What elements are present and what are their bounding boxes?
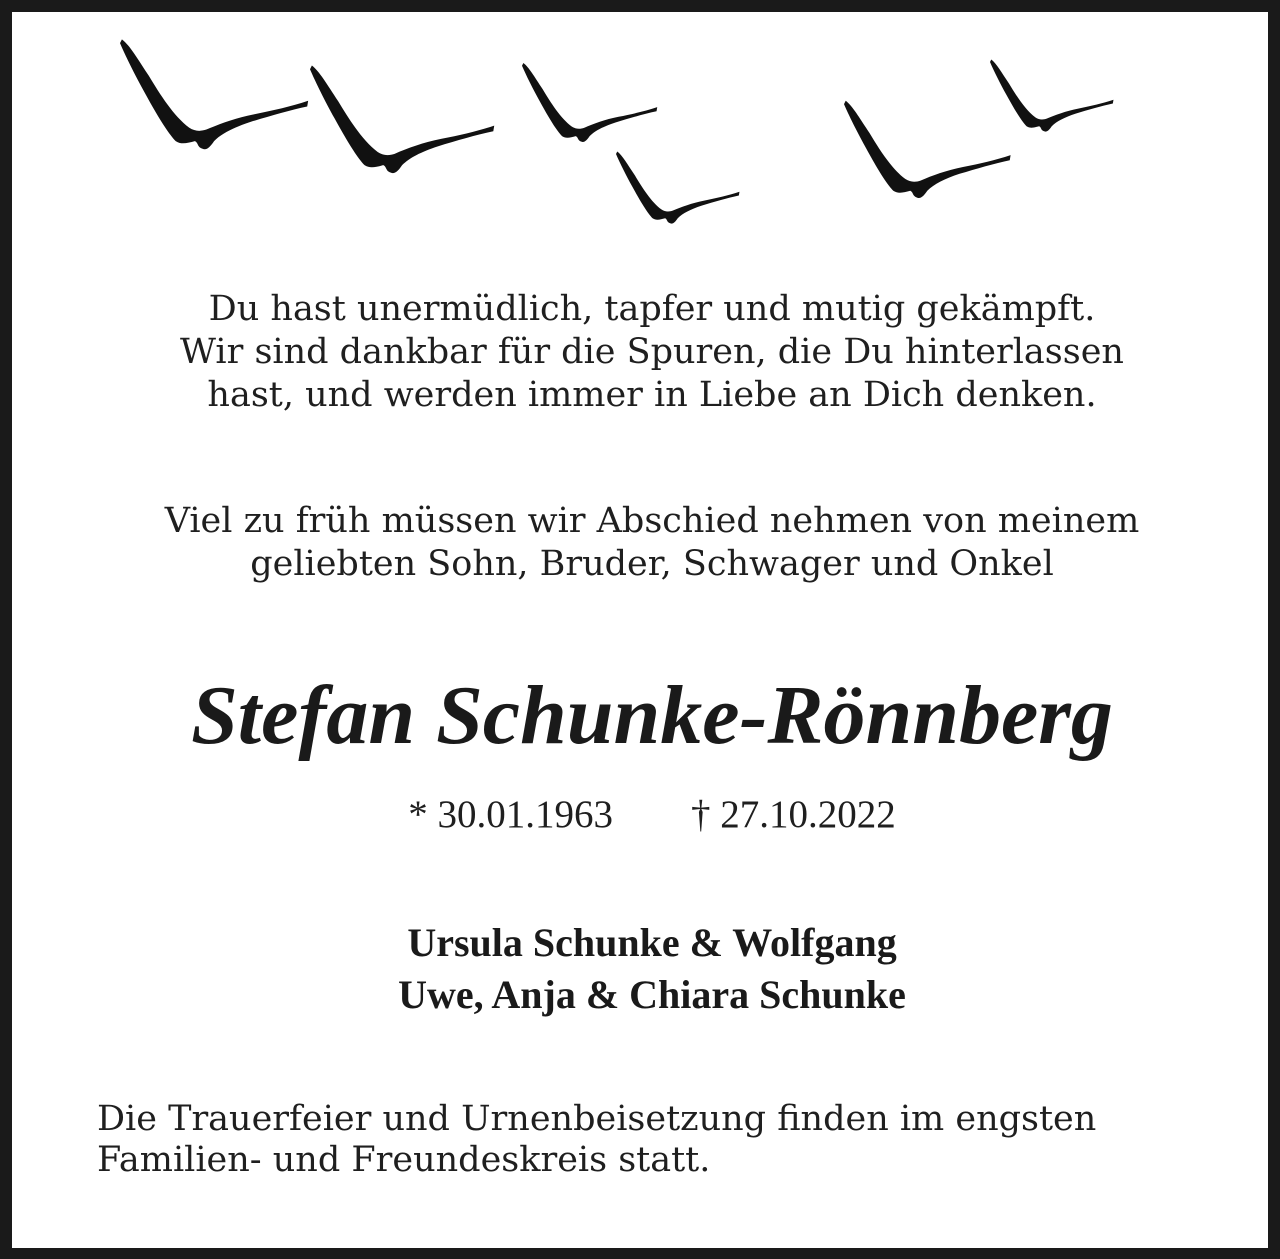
verse-line: Wir sind dankbar für die Spuren, die Du hinterlassen <box>180 332 1124 372</box>
bird-icon <box>616 151 739 223</box>
flying-birds-icon <box>12 12 1280 242</box>
bird-icon <box>120 39 308 149</box>
verse-line: Viel zu früh müssen wir Abschied nehmen von meinem <box>164 501 1140 541</box>
funeral-note-line: Die Trauerfeier und Urnenbeisetzung finden im engsten <box>97 1099 1097 1139</box>
bird-icon <box>990 59 1113 131</box>
verse-line: hast, und werden immer in Liebe an Dich denken. <box>207 375 1097 415</box>
life-dates <box>12 792 1280 838</box>
death-date: † 27.10.2022 <box>691 793 896 836</box>
verse-line: Du hast unermüdlich, tapfer und mutig gekämpft. <box>208 289 1096 329</box>
birth-date: * 30.01.1963 <box>408 793 613 836</box>
mourner-line: Uwe, Anja & Chiara Schunke <box>398 972 906 1017</box>
funeral-note-line: Familien- und Freundeskreis statt. <box>97 1140 711 1180</box>
mourner-line: Ursula Schunke & Wolfgang <box>407 920 897 965</box>
mourners <box>12 917 1280 1021</box>
bird-icon <box>522 63 657 142</box>
funeral-note <box>97 1099 1247 1181</box>
verse-top <box>12 288 1280 417</box>
verse-line: geliebten Sohn, Bruder, Schwager und Onkel <box>250 544 1054 584</box>
deceased-name: Stefan Schunke-Rönnberg <box>191 669 1113 762</box>
verse-intro <box>12 500 1280 586</box>
bird-icon <box>310 65 494 173</box>
bird-icon <box>844 101 1011 198</box>
